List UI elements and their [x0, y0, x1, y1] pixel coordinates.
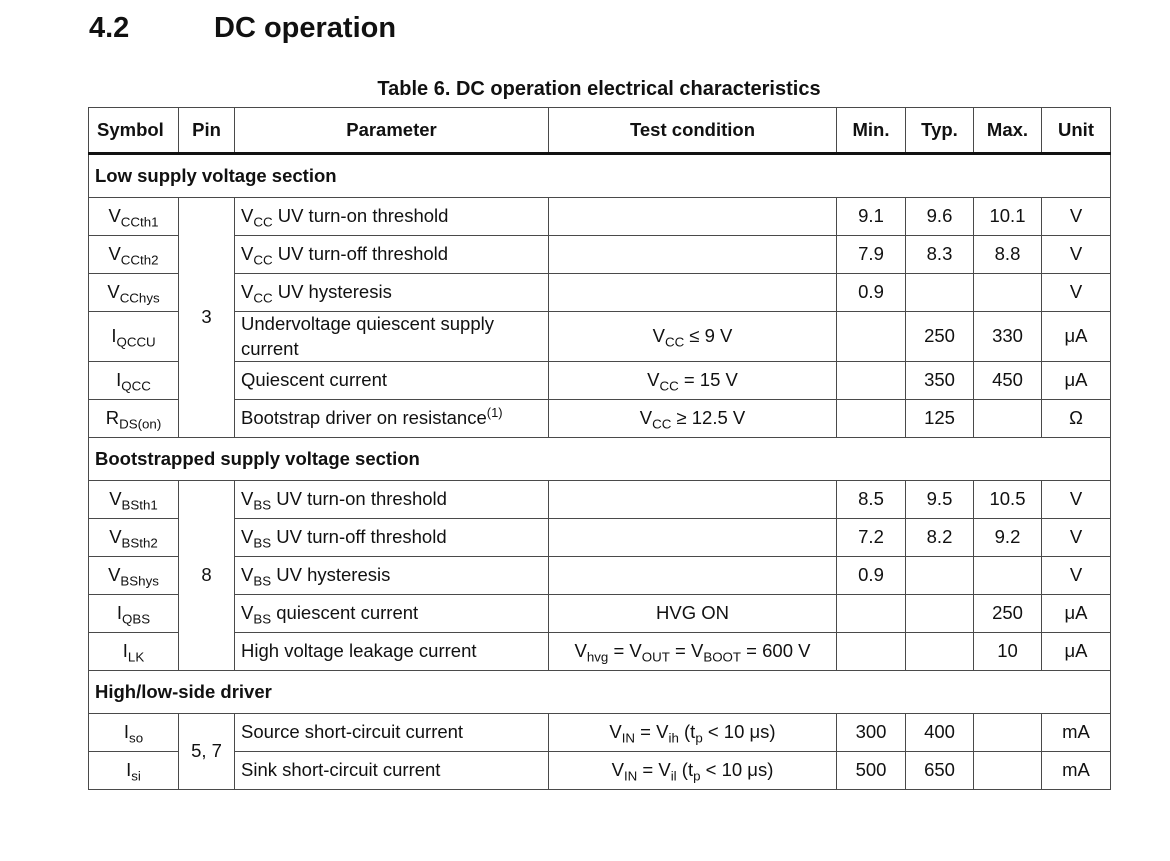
- section-label: Low supply voltage section: [89, 154, 1111, 198]
- table-row: [89, 362, 1111, 400]
- header-row: [89, 108, 1111, 154]
- max-cell: [974, 274, 1042, 312]
- max-cell: [974, 714, 1042, 752]
- condition-cell: $V_{CC} \le 9$ V: [549, 312, 837, 362]
- table-row: [89, 198, 1111, 236]
- footnote-ref: (1): [486, 405, 503, 421]
- table-row: [89, 714, 1111, 752]
- symbol-cell: $I_{QBS}$: [89, 595, 179, 633]
- unit-cell: V: [1042, 557, 1111, 595]
- min-cell: 8.5: [837, 481, 906, 519]
- typ-cell: [906, 274, 974, 312]
- symbol-cell: $I_{QCC}$: [89, 362, 179, 400]
- table-row: [89, 400, 1111, 438]
- unit-cell: μA: [1042, 362, 1111, 400]
- symbol-cell: $V_{CCth1}$: [89, 198, 179, 236]
- unit-cell: Ω: [1042, 400, 1111, 438]
- typ-cell: 650: [906, 752, 974, 790]
- typ-cell: [906, 557, 974, 595]
- section-row-low-supply: [89, 154, 1111, 198]
- header-max: Max.: [974, 108, 1042, 154]
- parameter-cell: $V_{BS}$ UV turn-off threshold: [235, 519, 549, 557]
- min-cell: 0.9: [837, 274, 906, 312]
- parameter-cell: Sink short-circuit current: [235, 752, 549, 790]
- condition-cell: $V_{CC} \ge 12.5$ V: [549, 400, 837, 438]
- condition-cell: [549, 198, 837, 236]
- parameter-cell: Quiescent current: [235, 362, 549, 400]
- typ-cell: 9.6: [906, 198, 974, 236]
- max-cell: 450: [974, 362, 1042, 400]
- header-unit: Unit: [1042, 108, 1111, 154]
- parameter-cell: $V_{BS}$ UV turn-on threshold: [235, 481, 549, 519]
- table-row: [89, 274, 1111, 312]
- table-row: [89, 312, 1111, 362]
- condition-cell: [549, 481, 837, 519]
- max-cell: [974, 752, 1042, 790]
- header-typ: Typ.: [906, 108, 974, 154]
- min-cell: [837, 400, 906, 438]
- header-symbol: Symbol: [89, 108, 179, 154]
- section-label: High/low-side driver: [89, 671, 1111, 714]
- typ-cell: 9.5: [906, 481, 974, 519]
- max-cell: 10.5: [974, 481, 1042, 519]
- typ-cell: 8.3: [906, 236, 974, 274]
- parameter-cell: $V_{CC}$ UV hysteresis: [235, 274, 549, 312]
- table-row: [89, 595, 1111, 633]
- table-row: [89, 481, 1111, 519]
- table-row: [89, 633, 1111, 671]
- symbol-cell: $I_{QCCU}$: [89, 312, 179, 362]
- condition-cell: [549, 519, 837, 557]
- unit-cell: μA: [1042, 595, 1111, 633]
- min-cell: [837, 633, 906, 671]
- table-row: [89, 519, 1111, 557]
- typ-cell: [906, 633, 974, 671]
- section-row-bootstrapped: [89, 438, 1111, 481]
- typ-cell: [906, 595, 974, 633]
- unit-cell: mA: [1042, 752, 1111, 790]
- dc-characteristics-table: [88, 107, 1111, 790]
- min-cell: 300: [837, 714, 906, 752]
- parameter-cell: $V_{BS}$ quiescent current: [235, 595, 549, 633]
- symbol-cell: $R_{DS(on)}$: [89, 400, 179, 438]
- typ-cell: 8.2: [906, 519, 974, 557]
- min-cell: 500: [837, 752, 906, 790]
- typ-cell: 125: [906, 400, 974, 438]
- symbol-cell: $V_{CChys}$: [89, 274, 179, 312]
- unit-cell: μA: [1042, 633, 1111, 671]
- pin-cell: 3: [179, 198, 235, 438]
- max-cell: 8.8: [974, 236, 1042, 274]
- unit-cell: V: [1042, 481, 1111, 519]
- pin-cell: 8: [179, 481, 235, 671]
- symbol-cell: $V_{BShys}$: [89, 557, 179, 595]
- parameter-cell: High voltage leakage current: [235, 633, 549, 671]
- condition-cell: [549, 236, 837, 274]
- condition-cell: [549, 274, 837, 312]
- header-test-condition: Test condition: [549, 108, 837, 154]
- table-row: [89, 752, 1111, 790]
- max-cell: 330: [974, 312, 1042, 362]
- parameter-cell: Source short-circuit current: [235, 714, 549, 752]
- condition-cell: $V_{CC} = 15$ V: [549, 362, 837, 400]
- symbol-cell: $I_{si}$: [89, 752, 179, 790]
- condition-cell: $V_{IN} = V_{ih}$ ($t_p < 10$ μs): [549, 714, 837, 752]
- parameter-cell: $V_{CC}$ UV turn-off threshold: [235, 236, 549, 274]
- unit-cell: μA: [1042, 312, 1111, 362]
- condition-cell: [549, 557, 837, 595]
- header-pin: Pin: [179, 108, 235, 154]
- pin-cell: 5, 7: [179, 714, 235, 790]
- min-cell: 7.9: [837, 236, 906, 274]
- symbol-cell: $I_{so}$: [89, 714, 179, 752]
- unit-cell: mA: [1042, 714, 1111, 752]
- min-cell: 9.1: [837, 198, 906, 236]
- max-cell: 9.2: [974, 519, 1042, 557]
- min-cell: [837, 595, 906, 633]
- unit-cell: V: [1042, 274, 1111, 312]
- parameter-cell: Bootstrap driver on resistance$^{(1)}$: [235, 400, 549, 438]
- unit-cell: V: [1042, 519, 1111, 557]
- typ-cell: 400: [906, 714, 974, 752]
- typ-cell: 350: [906, 362, 974, 400]
- unit-cell: V: [1042, 236, 1111, 274]
- typ-cell: 250: [906, 312, 974, 362]
- section-label: Bootstrapped supply voltage section: [89, 438, 1111, 481]
- parameter-cell: $V_{BS}$ UV hysteresis: [235, 557, 549, 595]
- max-cell: 250: [974, 595, 1042, 633]
- condition-cell: HVG ON: [549, 595, 837, 633]
- max-cell: 10: [974, 633, 1042, 671]
- symbol-cell: $V_{BSth1}$: [89, 481, 179, 519]
- parameter-cell: $V_{CC}$ UV turn-on threshold: [235, 198, 549, 236]
- section-title: DC operation: [214, 12, 397, 44]
- table-row: [89, 557, 1111, 595]
- min-cell: 7.2: [837, 519, 906, 557]
- header-min: Min.: [837, 108, 906, 154]
- symbol-cell: $V_{BSth2}$: [89, 519, 179, 557]
- parameter-cell: Undervoltage quiescent supply current: [235, 312, 549, 362]
- max-cell: [974, 400, 1042, 438]
- min-cell: 0.9: [837, 557, 906, 595]
- condition-cell: $V_{hvg} = V_{OUT} = V_{BOOT} = 600$ V: [549, 633, 837, 671]
- min-cell: [837, 362, 906, 400]
- max-cell: [974, 557, 1042, 595]
- max-cell: 10.1: [974, 198, 1042, 236]
- condition-cell: $V_{IN} = V_{il}$ ($t_p < 10$ μs): [549, 752, 837, 790]
- section-row-driver: [89, 671, 1111, 714]
- table-row: [89, 236, 1111, 274]
- header-parameter: Parameter: [235, 108, 549, 154]
- unit-cell: V: [1042, 198, 1111, 236]
- min-cell: [837, 312, 906, 362]
- symbol-cell: $V_{CCth2}$: [89, 236, 179, 274]
- symbol-cell: $I_{LK}$: [89, 633, 179, 671]
- table-caption: Table 6. DC operation electrical characteristics: [377, 78, 821, 100]
- section-number: 4.2: [89, 12, 130, 44]
